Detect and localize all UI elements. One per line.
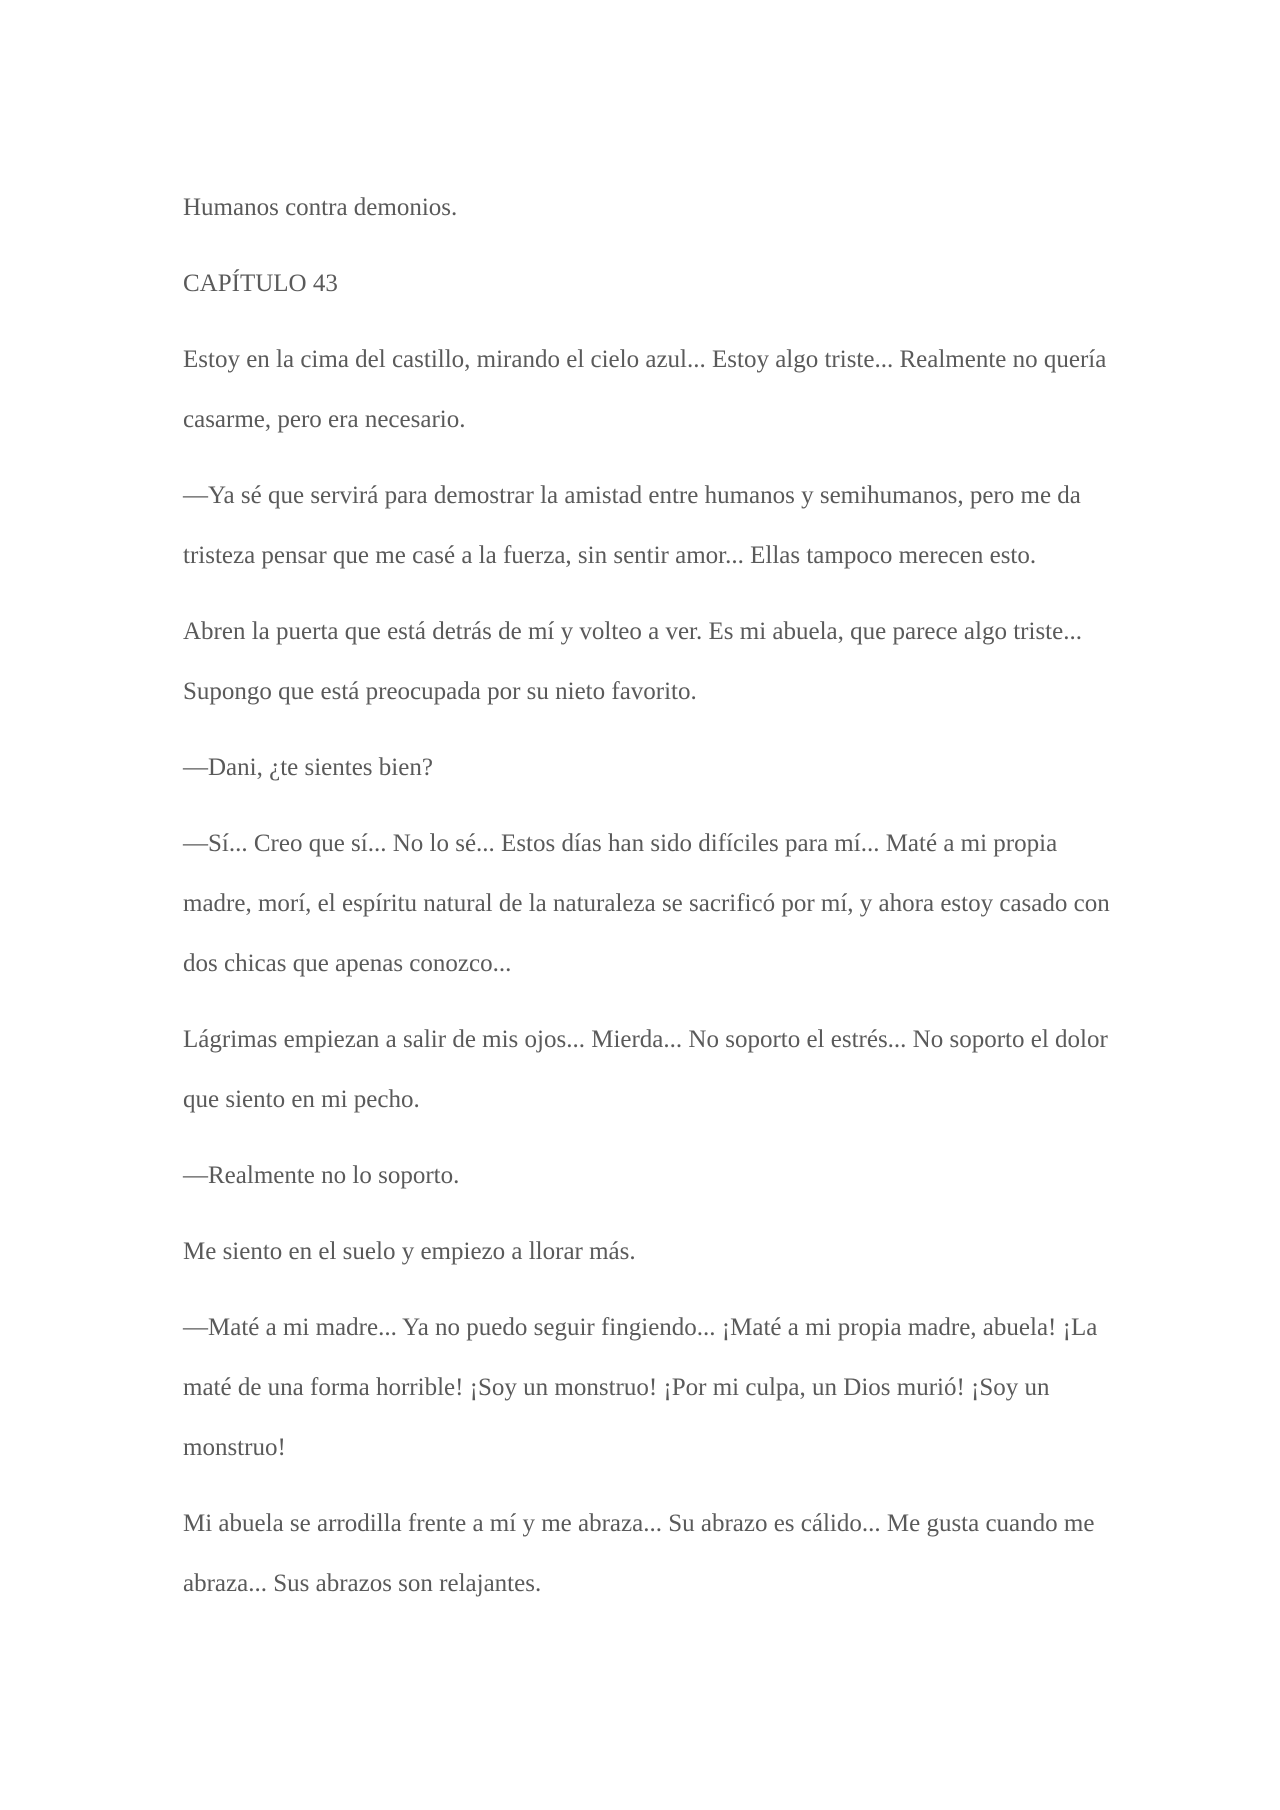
paragraph: Me siento en el suelo y empiezo a llorar más. [183, 1238, 636, 1265]
document-body [183, 178, 1113, 1630]
paragraph: —Dani, ¿te sientes bien? [183, 754, 433, 781]
paragraph: Estoy en la cima del castillo, mirando el cielo azul... Estoy algo triste... Realmente no quería casarme, pero era necesario. [183, 346, 1107, 433]
paragraph: —Sí... Creo que sí... No lo sé... Estos días han sido difíciles para mí... Maté a mi propia madre, morí, el espíritu natural de la naturaleza se sacrificó por mí, y ahora estoy casado con dos chicas que apenas conozco... [183, 830, 1110, 977]
paragraph: Lágrimas empiezan a salir de mis ojos... Mierda... No soporto el estrés... No soporto el dolor que siento en mi pecho. [183, 1026, 1108, 1113]
paragraph: Abren la puerta que está detrás de mí y volteo a ver. Es mi abuela, que parece algo triste... Supongo que está preocupada por su nieto favorito. [183, 618, 1082, 705]
document-title: Humanos contra demonios. [183, 194, 458, 221]
paragraph: Mi abuela se arrodilla frente a mí y me abraza... Su abrazo es cálido... Me gusta cuando me abraza... Sus abrazos son relajantes. [183, 1510, 1095, 1597]
paragraph: —Maté a mi madre... Ya no puedo seguir fingiendo... ¡Maté a mi propia madre, abuela! ¡La maté de una forma horrible! ¡Soy un monstruo! ¡Por mi culpa, un Dios murió! ¡Soy un monstruo! [183, 1314, 1098, 1461]
paragraph: —Ya sé que servirá para demostrar la amistad entre humanos y semihumanos, pero me da tristeza pensar que me casé a la fuerza, sin sentir amor... Ellas tampoco merecen esto. [183, 482, 1081, 569]
paragraph: —Realmente no lo soporto. [183, 1162, 460, 1189]
chapter-heading: CAPÍTULO 43 [183, 270, 338, 297]
